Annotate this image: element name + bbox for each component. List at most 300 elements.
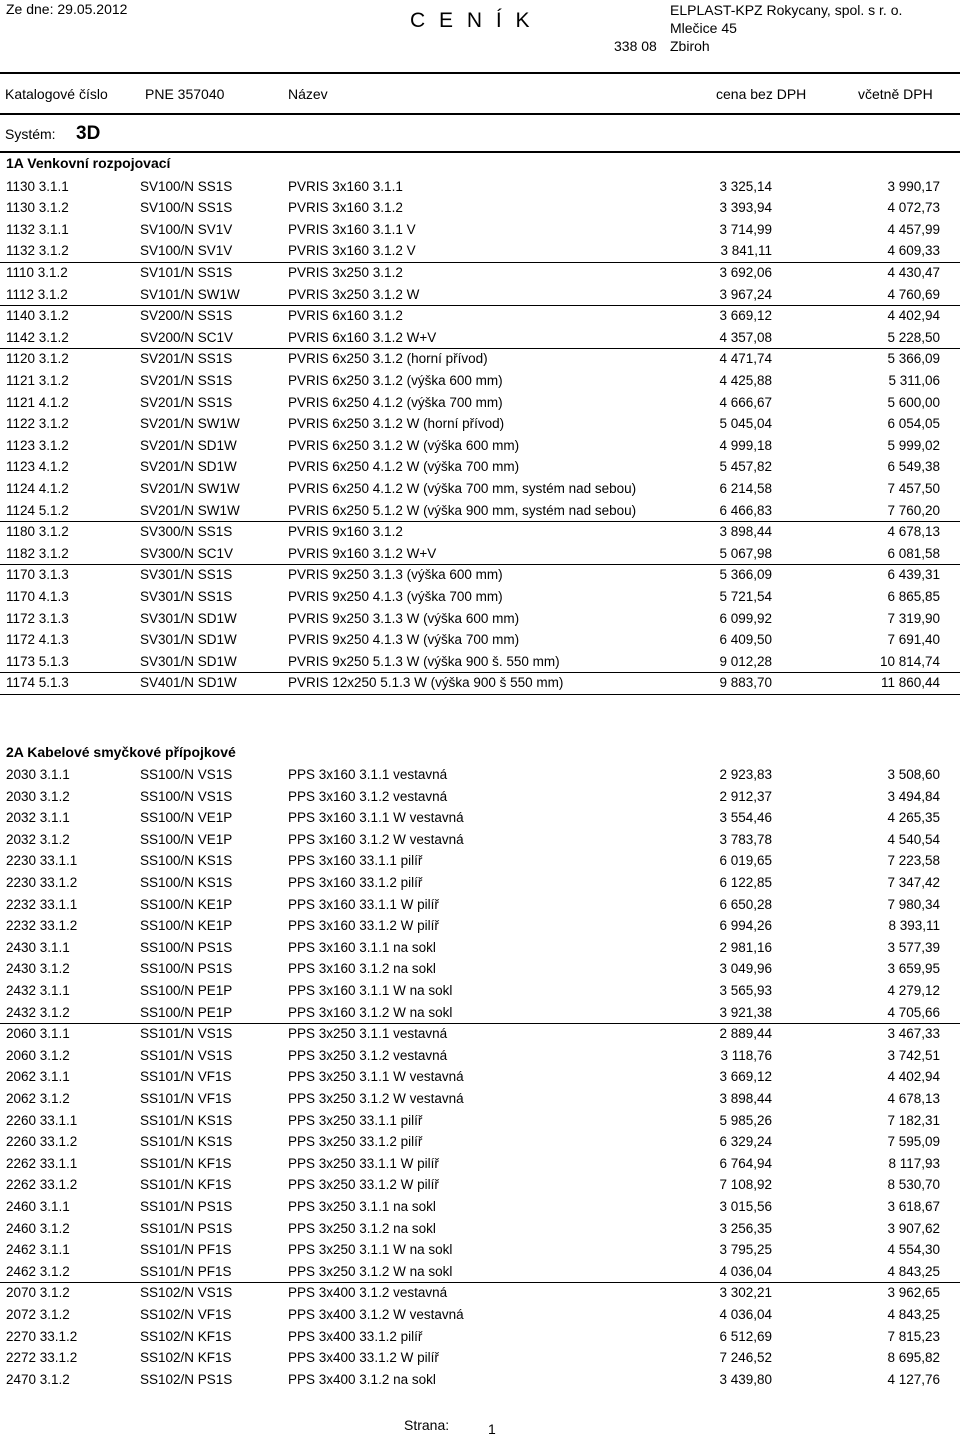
table-row — [0, 629, 960, 651]
pne-code: SV301/N SD1W — [140, 632, 237, 648]
product-name: PPS 3x400 3.1.2 W vestavná — [288, 1307, 464, 1322]
catalog-number: 1172 4.1.3 — [6, 632, 69, 648]
catalog-number: 1182 3.1.2 — [6, 545, 69, 561]
price-incl-vat: 4 402,94 — [887, 1069, 940, 1085]
price-excl-vat: 3 118,76 — [720, 1047, 772, 1063]
pne-code: SS100/N KS1S — [140, 853, 233, 869]
product-name: PVRIS 3x250 3.1.2 — [288, 264, 403, 280]
pne-code: SV101/N SW1W — [140, 286, 240, 302]
price-excl-vat: 3 015,56 — [719, 1199, 772, 1214]
price-excl-vat: 3 565,93 — [719, 983, 772, 998]
price-incl-vat: 4 457,99 — [887, 221, 940, 237]
table-row — [0, 764, 960, 786]
product-name: PPS 3x250 3.1.2 W na sokl — [288, 1263, 453, 1279]
catalog-number: 2460 3.1.1 — [6, 1199, 70, 1214]
pne-code: SV201/N SW1W — [140, 480, 240, 496]
price-excl-vat: 4 357,08 — [719, 329, 772, 345]
pne-code: SS102/N KF1S — [140, 1328, 232, 1344]
price-excl-vat: 3 898,44 — [719, 1091, 772, 1106]
price-incl-vat: 5 600,00 — [887, 394, 940, 410]
system-label: Systém: — [5, 126, 56, 142]
pne-code: SV201/N SD1W — [140, 437, 237, 453]
catalog-number: 1142 3.1.2 — [6, 329, 69, 345]
pne-code: SV401/N SD1W — [140, 675, 237, 691]
price-excl-vat: 3 898,44 — [719, 524, 772, 540]
price-excl-vat: 3 967,24 — [719, 286, 772, 302]
price-incl-vat: 6 549,38 — [887, 459, 940, 475]
table-row — [0, 1174, 960, 1196]
price-incl-vat: 4 430,47 — [887, 264, 940, 280]
price-incl-vat: 7 347,42 — [887, 875, 940, 890]
product-name: PVRIS 6x250 4.1.2 W (výška 700 mm, systém nad sebou) — [288, 480, 637, 496]
table-row — [0, 1218, 960, 1240]
price-incl-vat: 3 659,95 — [887, 961, 940, 977]
catalog-number: 2230 33.1.2 — [6, 875, 78, 890]
price-excl-vat: 3 256,35 — [719, 1220, 772, 1236]
price-incl-vat: 3 494,84 — [887, 788, 940, 804]
pne-code: SV301/N SS1S — [140, 567, 233, 583]
table-row — [0, 1023, 960, 1045]
price-excl-vat: 6 512,69 — [719, 1328, 772, 1344]
catalog-number: 2462 3.1.2 — [6, 1263, 70, 1279]
pne-code: SV201/N SS1S — [140, 351, 233, 367]
table-row — [0, 915, 960, 937]
pne-code: SV100/N SS1S — [140, 178, 233, 194]
table-row — [0, 435, 960, 457]
price-incl-vat: 5 311,06 — [888, 372, 940, 388]
catalog-number: 2430 3.1.2 — [6, 961, 70, 977]
price-excl-vat: 3 921,38 — [719, 1004, 772, 1020]
catalog-number: 2260 33.1.1 — [6, 1112, 78, 1128]
pne-code: SV201/N SW1W — [140, 416, 240, 432]
price-incl-vat: 8 530,70 — [887, 1177, 940, 1193]
price-incl-vat: 4 540,54 — [887, 831, 940, 847]
pne-code: SV100/N SV1V — [140, 243, 233, 259]
table-row — [0, 305, 960, 327]
table-row — [0, 586, 960, 608]
product-name: PPS 3x160 3.1.1 na sokl — [288, 939, 436, 955]
pne-code: SS100/N VE1P — [140, 831, 233, 847]
price-excl-vat: 4 036,04 — [719, 1307, 772, 1322]
pne-code: SS101/N VS1S — [140, 1026, 233, 1042]
price-excl-vat: 5 721,54 — [719, 588, 772, 604]
pne-code: SV201/N SS1S — [140, 394, 233, 410]
table-row — [0, 1196, 960, 1218]
product-name: PPS 3x160 33.1.2 W pilíř — [288, 918, 439, 934]
table-row — [0, 937, 960, 959]
product-name: PPS 3x250 3.1.2 W vestavná — [288, 1091, 464, 1106]
column-header-price: cena bez DPH — [716, 86, 807, 102]
product-name: PPS 3x250 3.1.1 vestavná — [288, 1026, 448, 1042]
price-excl-vat: 3 302,21 — [719, 1285, 772, 1301]
pne-code: SV201/N SS1S — [140, 372, 233, 388]
product-name: PVRIS 9x250 4.1.3 (výška 700 mm) — [288, 588, 503, 604]
product-name: PVRIS 9x250 5.1.3 W (výška 900 š. 550 mm) — [288, 653, 560, 669]
product-name: PPS 3x160 3.1.2 na sokl — [288, 961, 436, 977]
price-excl-vat: 6 466,83 — [719, 502, 772, 518]
catalog-number: 1124 4.1.2 — [6, 480, 69, 496]
catalog-number: 1170 4.1.3 — [6, 588, 69, 604]
product-name: PPS 3x250 33.1.1 pilíř — [288, 1112, 423, 1128]
catalog-number: 2062 3.1.1 — [6, 1069, 70, 1085]
table-row — [0, 564, 960, 586]
pne-code: SS101/N KF1S — [140, 1155, 232, 1171]
header-rule-bottom — [0, 113, 960, 115]
table-row — [0, 608, 960, 630]
catalog-number: 2432 3.1.1 — [6, 983, 70, 998]
price-excl-vat: 6 214,58 — [719, 480, 772, 496]
price-incl-vat: 10 814,74 — [879, 653, 940, 669]
price-incl-vat: 4 843,25 — [887, 1263, 940, 1279]
table-row — [0, 1282, 960, 1304]
table-row — [0, 980, 960, 1002]
pne-code: SS101/N KS1S — [140, 1112, 233, 1128]
product-name: PPS 3x250 33.1.1 W pilíř — [288, 1155, 439, 1171]
product-name: PVRIS 6x250 3.1.2 W (horní přívod) — [288, 416, 505, 432]
pne-code: SS100/N PS1S — [140, 961, 233, 977]
price-excl-vat: 6 409,50 — [719, 632, 772, 648]
price-incl-vat: 4 402,94 — [887, 308, 940, 324]
price-excl-vat: 7 246,52 — [719, 1350, 772, 1366]
price-incl-vat: 3 618,67 — [887, 1199, 940, 1214]
pne-code: SS101/N PS1S — [140, 1220, 233, 1236]
price-incl-vat: 6 439,31 — [887, 567, 940, 583]
pne-code: SV300/N SC1V — [140, 545, 234, 561]
pne-code: SS102/N VS1S — [140, 1285, 233, 1301]
price-excl-vat: 3 714,99 — [719, 221, 772, 237]
price-incl-vat: 8 117,93 — [888, 1155, 940, 1171]
price-excl-vat: 3 554,46 — [719, 810, 772, 826]
pne-code: SV100/N SS1S — [140, 200, 233, 216]
price-incl-vat: 4 072,73 — [887, 200, 940, 216]
table-row — [0, 392, 960, 414]
price-incl-vat: 3 907,62 — [887, 1220, 940, 1236]
product-name: PVRIS 9x250 3.1.3 (výška 600 mm) — [288, 567, 503, 583]
product-name: PVRIS 9x160 3.1.2 — [288, 524, 403, 540]
pne-code: SS102/N VF1S — [140, 1307, 232, 1322]
table-row — [0, 1153, 960, 1175]
pne-code: SV100/N SV1V — [140, 221, 233, 237]
price-excl-vat: 3 669,12 — [719, 1069, 772, 1085]
product-name: PPS 3x250 3.1.1 W na sokl — [288, 1242, 453, 1258]
catalog-number: 1110 3.1.2 — [6, 264, 68, 280]
table-row — [0, 672, 960, 695]
table-row — [0, 219, 960, 241]
product-name: PPS 3x400 33.1.2 pilíř — [288, 1328, 423, 1344]
product-name: PPS 3x160 3.1.2 vestavná — [288, 788, 448, 804]
catalog-number: 1112 3.1.2 — [6, 286, 68, 302]
price-excl-vat: 9 883,70 — [719, 675, 772, 691]
price-incl-vat: 4 279,12 — [887, 983, 940, 998]
pne-code: SV200/N SS1S — [140, 308, 233, 324]
price-excl-vat: 5 985,26 — [719, 1112, 772, 1128]
table-row — [0, 327, 960, 350]
price-incl-vat: 4 843,25 — [887, 1307, 940, 1322]
product-name: PPS 3x160 33.1.1 pilíř — [288, 853, 423, 869]
product-name: PVRIS 6x160 3.1.2 — [288, 308, 403, 324]
catalog-number: 1132 3.1.1 — [6, 221, 69, 237]
table-row — [0, 478, 960, 500]
column-header-code: Katalogové číslo — [5, 86, 108, 102]
catalog-number: 2060 3.1.1 — [6, 1026, 70, 1042]
pne-code: SV200/N SC1V — [140, 329, 234, 345]
table-row — [0, 651, 960, 674]
table-row — [0, 1110, 960, 1132]
catalog-number: 1172 3.1.3 — [6, 610, 69, 626]
product-name: PPS 3x160 3.1.2 W na sokl — [288, 1004, 453, 1020]
price-incl-vat: 3 742,51 — [887, 1047, 940, 1063]
price-incl-vat: 7 980,34 — [887, 896, 940, 912]
pne-code: SS100/N KE1P — [140, 918, 233, 934]
catalog-number: 1121 4.1.2 — [6, 394, 69, 410]
price-excl-vat: 6 019,65 — [719, 853, 772, 869]
price-incl-vat: 3 962,65 — [887, 1285, 940, 1301]
table-row — [0, 829, 960, 851]
product-name: PVRIS 3x160 3.1.2 — [288, 200, 403, 216]
price-excl-vat: 2 923,83 — [719, 767, 772, 782]
section-title: 2A Kabelové smyčkové přípojkové — [6, 744, 236, 760]
catalog-number: 2460 3.1.2 — [6, 1220, 70, 1236]
price-excl-vat: 3 795,25 — [719, 1242, 772, 1258]
company-street: Mlečice 45 — [670, 20, 737, 36]
table-row — [0, 958, 960, 980]
price-excl-vat: 3 439,80 — [719, 1371, 772, 1387]
table-row — [0, 872, 960, 894]
product-name: PPS 3x250 3.1.1 na sokl — [288, 1199, 436, 1214]
pne-code: SS100/N PE1P — [140, 983, 233, 998]
catalog-number: 1123 4.1.2 — [6, 459, 69, 475]
header-rule-top — [0, 72, 960, 74]
price-incl-vat: 6 054,05 — [887, 416, 940, 432]
catalog-number: 1130 3.1.2 — [6, 200, 69, 216]
pne-code: SV301/N SS1S — [140, 588, 233, 604]
price-incl-vat: 5 366,09 — [887, 351, 940, 367]
table-row — [0, 370, 960, 392]
price-excl-vat: 6 122,85 — [719, 875, 772, 890]
product-name: PPS 3x160 3.1.1 W na sokl — [288, 983, 453, 998]
catalog-number: 1123 3.1.2 — [6, 437, 69, 453]
price-incl-vat: 4 678,13 — [887, 524, 940, 540]
price-excl-vat: 4 471,74 — [719, 351, 772, 367]
price-incl-vat: 3 577,39 — [887, 939, 940, 955]
price-excl-vat: 3 692,06 — [719, 264, 772, 280]
table-row — [0, 786, 960, 808]
pne-code: SV201/N SW1W — [140, 502, 240, 518]
price-incl-vat: 4 127,76 — [887, 1371, 940, 1387]
product-name: PPS 3x250 33.1.2 pilíř — [288, 1134, 423, 1150]
table-row — [0, 348, 960, 370]
table-row — [0, 284, 960, 307]
product-name: PVRIS 3x160 3.1.1 V — [288, 221, 416, 237]
product-name: PVRIS 3x160 3.1.1 — [288, 178, 403, 194]
product-name: PVRIS 9x250 4.1.3 W (výška 700 mm) — [288, 632, 520, 648]
pne-code: SS101/N PF1S — [140, 1242, 232, 1258]
price-incl-vat: 7 182,31 — [887, 1112, 940, 1128]
column-header-pne: PNE 357040 — [145, 86, 225, 102]
price-incl-vat: 4 609,33 — [887, 243, 940, 259]
product-name: PPS 3x160 33.1.2 pilíř — [288, 875, 423, 890]
catalog-number: 2470 3.1.2 — [6, 1371, 70, 1387]
price-incl-vat: 6 865,85 — [887, 588, 940, 604]
price-incl-vat: 11 860,44 — [880, 675, 940, 691]
price-incl-vat: 6 081,58 — [887, 545, 940, 561]
pne-code: SS101/N VF1S — [140, 1091, 232, 1106]
system-rule — [0, 151, 960, 153]
pne-code: SV300/N SS1S — [140, 524, 233, 540]
product-name: PVRIS 6x250 4.1.2 W (výška 700 mm) — [288, 459, 520, 475]
price-excl-vat: 7 108,92 — [719, 1177, 772, 1193]
pne-code: SS101/N PS1S — [140, 1199, 233, 1214]
pne-code: SS101/N KS1S — [140, 1134, 233, 1150]
product-name: PVRIS 3x250 3.1.2 W — [288, 286, 420, 302]
catalog-number: 2262 33.1.1 — [6, 1155, 78, 1171]
table-row — [0, 240, 960, 263]
price-incl-vat: 3 467,33 — [887, 1026, 940, 1042]
product-name: PPS 3x250 3.1.2 vestavná — [288, 1047, 448, 1063]
product-name: PPS 3x250 33.1.2 W pilíř — [288, 1177, 439, 1193]
price-excl-vat: 3 393,94 — [719, 200, 772, 216]
product-name: PVRIS 6x250 3.1.2 (horní přívod) — [288, 351, 488, 367]
product-name: PPS 3x400 3.1.2 vestavná — [288, 1285, 448, 1301]
pne-code: SV101/N SS1S — [140, 264, 233, 280]
catalog-number: 1124 5.1.2 — [6, 502, 69, 518]
pne-code: SS100/N KS1S — [140, 875, 233, 890]
product-name: PPS 3x160 3.1.1 W vestavná — [288, 810, 464, 826]
product-name: PVRIS 6x250 3.1.2 (výška 600 mm) — [288, 372, 503, 388]
table-row — [0, 807, 960, 829]
catalog-number: 2430 3.1.1 — [6, 939, 70, 955]
catalog-number: 2232 33.1.1 — [6, 896, 78, 912]
product-name: PVRIS 9x160 3.1.2 W+V — [288, 545, 437, 561]
price-excl-vat: 6 329,24 — [719, 1134, 772, 1150]
catalog-number: 1173 5.1.3 — [6, 653, 69, 669]
price-incl-vat: 4 760,69 — [887, 286, 940, 302]
price-incl-vat: 4 554,30 — [887, 1242, 940, 1258]
price-excl-vat: 5 366,09 — [719, 567, 772, 583]
catalog-number: 1130 3.1.1 — [6, 178, 69, 194]
price-excl-vat: 9 012,28 — [719, 653, 772, 669]
catalog-number: 1180 3.1.2 — [6, 524, 69, 540]
section-title: 1A Venkovní rozpojovací — [6, 155, 171, 171]
price-excl-vat: 2 912,37 — [719, 788, 772, 804]
pne-code: SS101/N KF1S — [140, 1177, 232, 1193]
price-excl-vat: 5 457,82 — [719, 459, 772, 475]
price-excl-vat: 3 669,12 — [719, 308, 772, 324]
catalog-number: 2232 33.1.2 — [6, 918, 78, 934]
pne-code: SS100/N VS1S — [140, 788, 233, 804]
product-name: PVRIS 3x160 3.1.2 V — [288, 243, 416, 259]
product-name: PPS 3x250 3.1.1 W vestavná — [288, 1069, 464, 1085]
table-row — [0, 1347, 960, 1369]
company-name: ELPLAST-KPZ Rokycany, spol. s r. o. — [670, 2, 903, 18]
catalog-number: 1120 3.1.2 — [6, 351, 69, 367]
price-incl-vat: 7 223,58 — [887, 853, 940, 869]
table-row — [0, 413, 960, 435]
table-row — [0, 1066, 960, 1088]
product-name: PPS 3x250 3.1.2 na sokl — [288, 1220, 436, 1236]
pne-code: SS100/N VE1P — [140, 810, 233, 826]
price-excl-vat: 4 999,18 — [719, 437, 772, 453]
table-row — [0, 176, 960, 198]
company-city: Zbiroh — [670, 38, 710, 54]
product-name: PPS 3x400 33.1.2 W pilíř — [288, 1350, 439, 1366]
price-incl-vat: 4 678,13 — [887, 1091, 940, 1106]
pne-code: SV201/N SD1W — [140, 459, 237, 475]
table-row — [0, 1326, 960, 1348]
catalog-number: 1132 3.1.2 — [6, 243, 69, 259]
price-excl-vat: 3 049,96 — [719, 961, 772, 977]
price-excl-vat: 3 783,78 — [719, 831, 772, 847]
pne-code: SS101/N VF1S — [140, 1069, 232, 1085]
price-incl-vat: 3 508,60 — [887, 767, 940, 782]
table-row — [0, 1088, 960, 1110]
pne-code: SS102/N KF1S — [140, 1350, 232, 1366]
price-excl-vat: 5 067,98 — [719, 545, 772, 561]
catalog-number: 2030 3.1.2 — [6, 788, 70, 804]
catalog-number: 2230 33.1.1 — [6, 853, 78, 869]
catalog-number: 2032 3.1.2 — [6, 831, 70, 847]
price-incl-vat: 7 595,09 — [887, 1134, 940, 1150]
price-incl-vat: 5 999,02 — [887, 437, 940, 453]
table-row — [0, 850, 960, 872]
table-row — [0, 262, 960, 284]
catalog-number: 1121 3.1.2 — [6, 372, 69, 388]
price-incl-vat: 5 228,50 — [887, 329, 940, 345]
table-row — [0, 1261, 960, 1284]
price-incl-vat: 4 265,35 — [887, 810, 940, 826]
product-name: PVRIS 9x250 3.1.3 W (výška 600 mm) — [288, 610, 520, 626]
price-excl-vat: 3 841,11 — [720, 243, 772, 259]
table-row — [0, 500, 960, 523]
price-excl-vat: 5 045,04 — [719, 416, 772, 432]
product-name: PVRIS 12x250 5.1.3 W (výška 900 š 550 mm) — [288, 675, 564, 691]
price-incl-vat: 7 457,50 — [887, 480, 940, 496]
price-incl-vat: 3 990,17 — [887, 178, 940, 194]
system-value: 3D — [76, 123, 101, 144]
product-name: PPS 3x160 3.1.1 vestavná — [288, 767, 448, 782]
catalog-number: 1170 3.1.3 — [6, 567, 69, 583]
pne-code: SS102/N PS1S — [140, 1371, 233, 1387]
pne-code: SS101/N PF1S — [140, 1263, 232, 1279]
price-incl-vat: 8 695,82 — [887, 1350, 940, 1366]
table-row — [0, 197, 960, 219]
pne-code: SV301/N SD1W — [140, 653, 237, 669]
product-name: PVRIS 6x160 3.1.2 W+V — [288, 329, 437, 345]
document-title: C E N Í K — [410, 9, 534, 32]
price-excl-vat: 4 425,88 — [719, 372, 772, 388]
price-excl-vat: 6 994,26 — [719, 918, 772, 934]
catalog-number: 2072 3.1.2 — [6, 1307, 70, 1322]
catalog-number: 2260 33.1.2 — [6, 1134, 78, 1150]
price-incl-vat: 4 705,66 — [887, 1004, 940, 1020]
price-excl-vat: 6 764,94 — [719, 1155, 772, 1171]
page-label: Strana: — [404, 1417, 450, 1433]
price-incl-vat: 8 393,11 — [888, 918, 940, 934]
company-address — [614, 1, 903, 55]
price-excl-vat: 6 099,92 — [719, 610, 772, 626]
table-row — [0, 1369, 960, 1391]
catalog-number: 2030 3.1.1 — [6, 767, 70, 782]
catalog-number: 1140 3.1.2 — [6, 308, 69, 324]
catalog-number: 2032 3.1.1 — [6, 810, 70, 826]
product-name: PVRIS 6x250 4.1.2 (výška 700 mm) — [288, 394, 503, 410]
table-row — [0, 543, 960, 566]
catalog-number: 2432 3.1.2 — [6, 1004, 70, 1020]
column-header-vat: včetně DPH — [858, 86, 933, 102]
price-incl-vat: 7 815,23 — [887, 1328, 940, 1344]
product-name: PVRIS 6x250 3.1.2 W (výška 600 mm) — [288, 437, 520, 453]
catalog-number: 2270 33.1.2 — [6, 1328, 78, 1344]
